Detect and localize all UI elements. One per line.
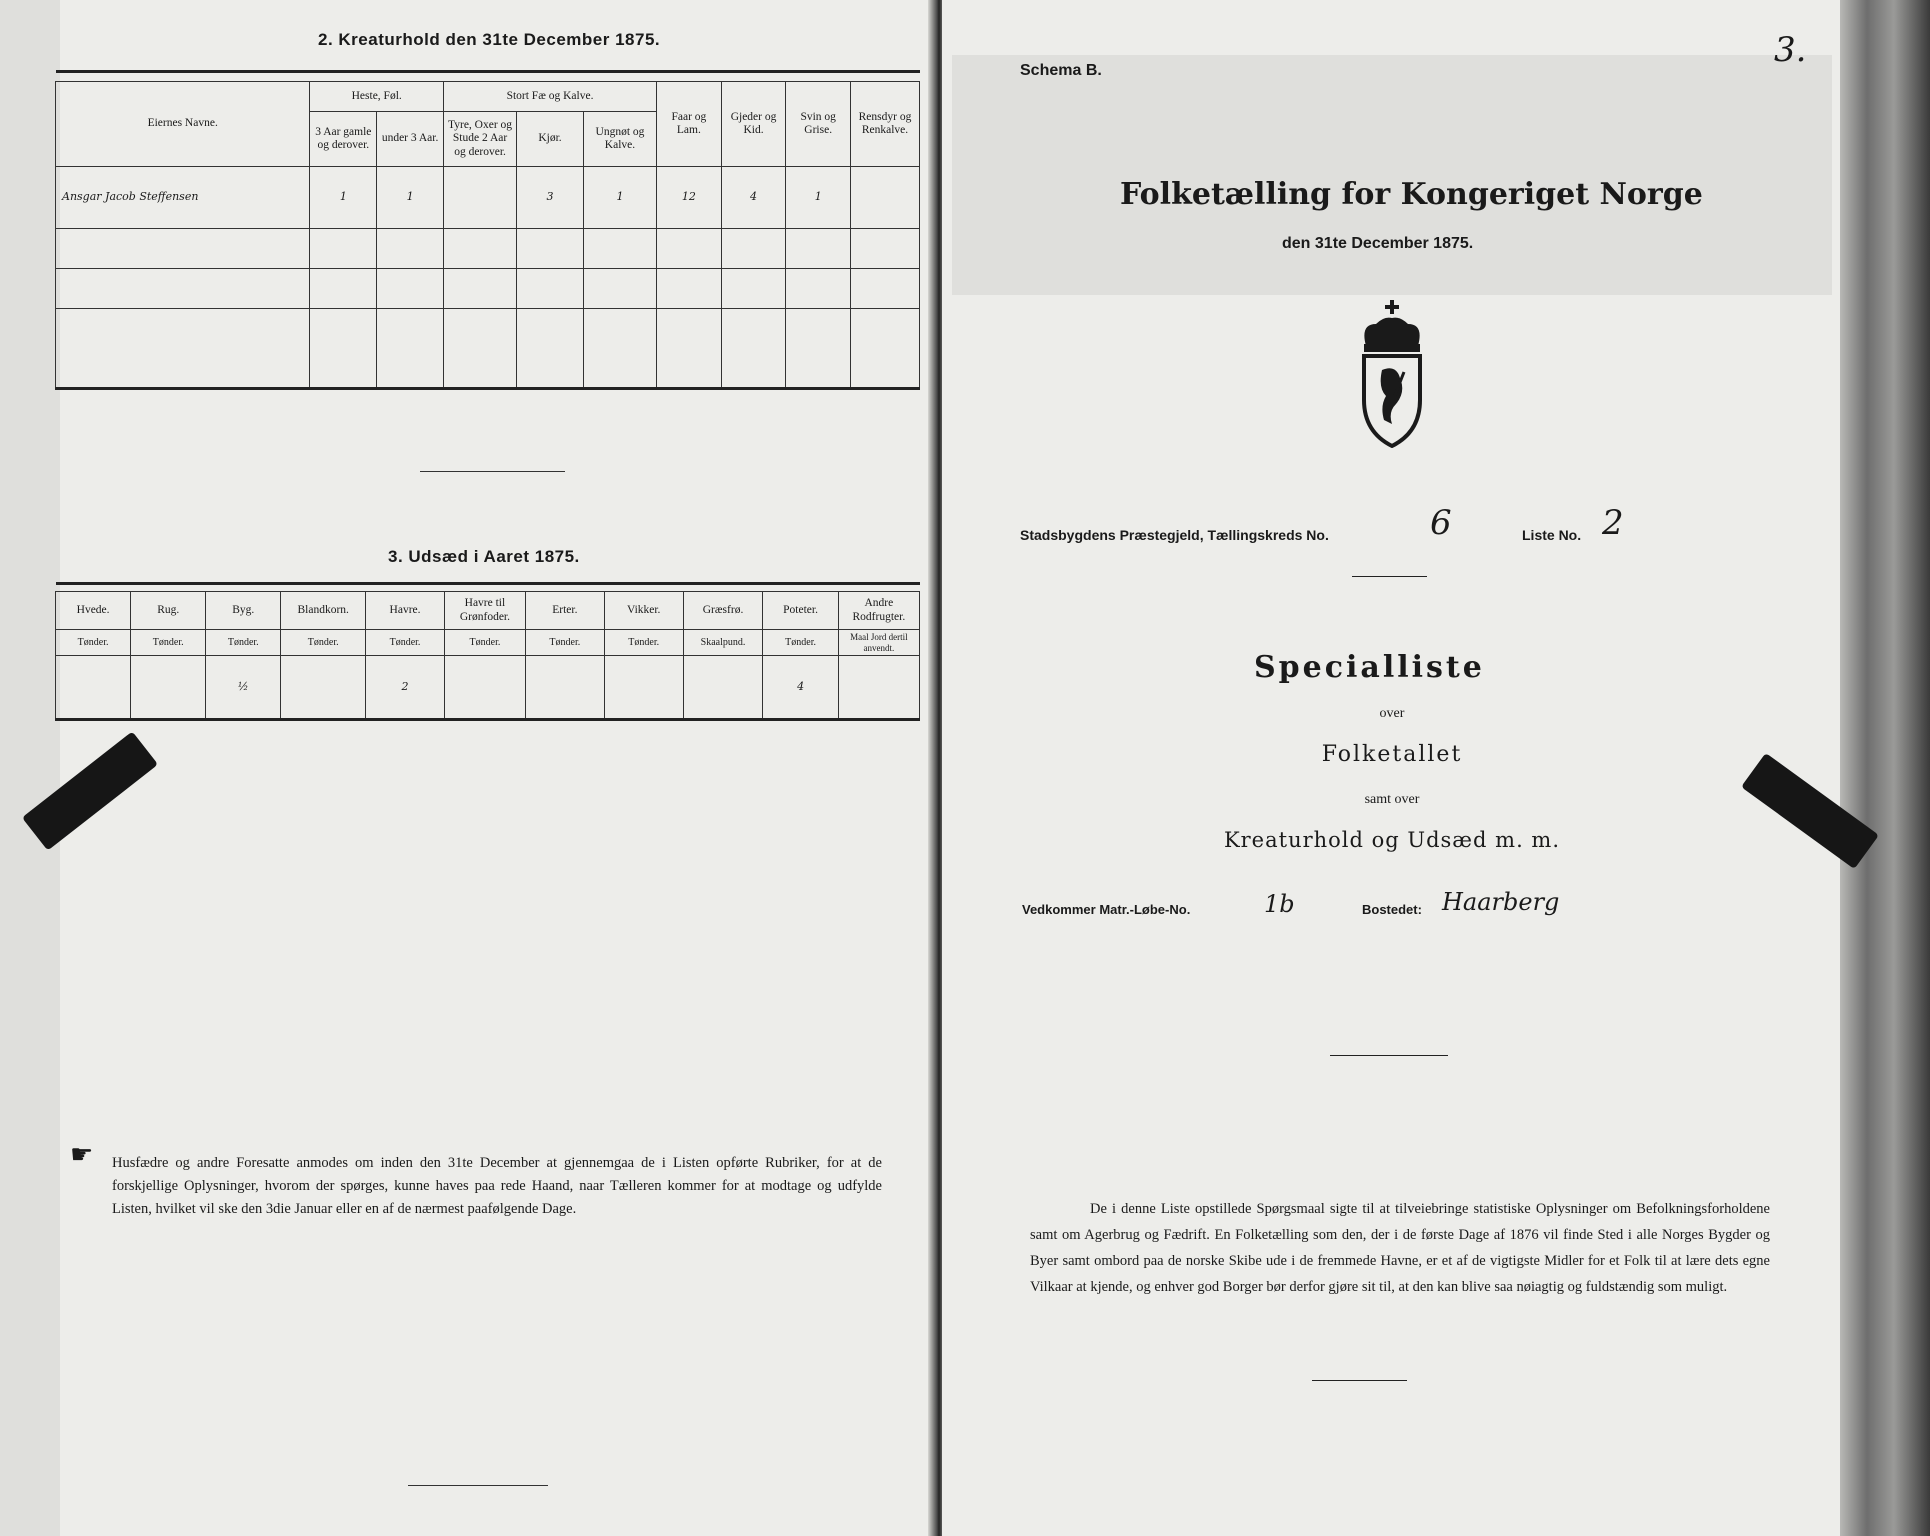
seed-col-vikker: Vikker. <box>604 592 683 630</box>
seed-val-poteter: 4 <box>763 656 838 720</box>
cell-fae-b: 3 <box>517 167 584 229</box>
cell-svin: 1 <box>786 167 851 229</box>
bosted-label: Bostedet: <box>1362 902 1422 917</box>
page-number: 3. <box>1774 30 1807 70</box>
table-row <box>56 656 920 720</box>
seed-unit: Tønder. <box>366 630 445 656</box>
section2-title: 2. Kreaturhold den 31te December 1875. <box>318 30 661 49</box>
bleed-through-strip <box>0 0 60 1536</box>
seed-unit: Tønder. <box>206 630 281 656</box>
table-row <box>56 167 920 229</box>
kreds-number: 6 <box>1430 503 1452 543</box>
col-heste-a: 3 Aar gamle og derover. <box>310 112 377 167</box>
cell-fae-c: 1 <box>583 167 656 229</box>
divider <box>1352 576 1427 577</box>
cell-faar: 12 <box>657 167 722 229</box>
seed-col-rug: Rug. <box>131 592 206 630</box>
main-title: Folketælling for Kongeriget Norge <box>1120 177 1703 212</box>
coat-of-arms-icon <box>1352 300 1432 448</box>
bleed-through-area <box>952 55 1832 295</box>
seed-unit: Tønder. <box>131 630 206 656</box>
divider <box>408 1485 548 1486</box>
col-fae-c: Ungnøt og Kalve. <box>583 112 656 167</box>
seed-col-hvede: Hvede. <box>56 592 131 630</box>
seed-col-havre-gronfoder: Havre til Grønfoder. <box>444 592 525 630</box>
seed-unit: Skaalpund. <box>683 630 763 656</box>
owner-name: Ansgar Jacob Steffensen <box>56 167 310 229</box>
seed-val-vikker <box>604 656 683 720</box>
col-svin: Svin og Grise. <box>786 82 851 167</box>
seed-col-blandkorn: Blandkorn. <box>281 592 366 630</box>
seed-unit: Tønder. <box>604 630 683 656</box>
over-text: over <box>1379 706 1405 721</box>
seed-unit: Tønder. <box>444 630 525 656</box>
seed-unit: Tønder. <box>525 630 604 656</box>
col-fae-b: Kjør. <box>517 112 584 167</box>
col-owner: Eiernes Navne. <box>56 82 310 167</box>
parish-label: Stadsbygdens Præstegjeld, Tællingskreds No. <box>1020 527 1329 543</box>
livestock-table <box>55 70 920 390</box>
col-fae-a: Tyre, Oxer og Stude 2 Aar og derover. <box>443 112 516 167</box>
section3-title: 3. Udsæd i Aaret 1875. <box>388 547 580 566</box>
bosted-value: Haarberg <box>1442 888 1560 916</box>
specialliste-title: Specialliste <box>1254 650 1485 685</box>
seed-unit: Tønder. <box>763 630 838 656</box>
cell-rensdyr <box>851 167 920 229</box>
seed-val-byg: ½ <box>206 656 281 720</box>
col-fae-group: Stort Fæ og Kalve. <box>443 82 656 112</box>
col-rensdyr: Rensdyr og Renkalve. <box>851 82 920 167</box>
divider <box>1330 1055 1448 1056</box>
table-row <box>56 269 920 309</box>
liste-label: Liste No. <box>1522 527 1582 543</box>
subtitle: den 31te December 1875. <box>1282 235 1474 252</box>
seed-val-graesfro <box>683 656 763 720</box>
cell-heste-a: 1 <box>310 167 377 229</box>
pointing-hand-icon: ☛ <box>70 1140 94 1169</box>
seed-val-hvede <box>56 656 131 720</box>
seed-val-rug <box>131 656 206 720</box>
seed-table <box>55 582 920 721</box>
folketallet-text: Folketallet <box>1321 742 1463 767</box>
seed-val-blandkorn <box>281 656 366 720</box>
cell-gjeder: 4 <box>721 167 786 229</box>
cell-heste-b: 1 <box>377 167 444 229</box>
seed-col-havre: Havre. <box>366 592 445 630</box>
divider <box>420 471 565 472</box>
seed-unit: Tønder. <box>281 630 366 656</box>
seed-col-erter: Erter. <box>525 592 604 630</box>
right-page <box>942 0 1872 1536</box>
notice-text: Husfædre og andre Foresatte anmodes om inden den 31te December at gjennemgaa de i Listen opførte Rubriker, for at de forskjellige Oplysninger, hvorom der spørges, kunne haves paa rede Haand, naar Tælleren kommer for at modtage og udfylde Listen, hvilket vil ske den 3die Januar eller en af de nærmest paafølgende Dage. <box>112 1155 882 1217</box>
cell-fae-a <box>443 167 516 229</box>
footnote-text: De i denne Liste opstillede Spørgsmaal sigte til at tilveiebringe statistiske Oplysninger om Befolkningsforholdene samt om Agerbrug og Fædrift. En Folketælling som den, der i de første Dage af 1876 vil finde Sted i alle Norges Bygder og Byer samt ombord paa de norske Skibe ude i de fremmede Havne, er et af de vigtigste Midler for et Folk til at lære dets egne Vilkaar at kjende, og enhver god Borger bør derfor gjøre sit til, at den kan blive saa nøiagtig og fuldstændig som muligt. <box>1030 1201 1770 1295</box>
seed-val-erter <box>525 656 604 720</box>
col-heste-group: Heste, Føl. <box>310 82 444 112</box>
schema-label: Schema B. <box>1020 62 1102 79</box>
table-row <box>56 229 920 269</box>
matr-label: Vedkommer Matr.-Løbe-No. <box>1022 902 1191 917</box>
seed-val-rodfrugter <box>838 656 919 720</box>
col-faar: Faar og Lam. <box>657 82 722 167</box>
samt-over-text: samt over <box>1364 792 1420 807</box>
seed-col-graesfro: Græsfrø. <box>683 592 763 630</box>
divider <box>1312 1380 1407 1381</box>
matr-number: 1b <box>1264 890 1295 918</box>
seed-val-havre-gronfoder <box>444 656 525 720</box>
table-row <box>56 309 920 389</box>
book-edge <box>1840 0 1930 1536</box>
liste-number: 2 <box>1602 503 1624 543</box>
kreaturhold-line: Kreaturhold og Udsæd m. m. <box>1223 828 1561 852</box>
seed-col-byg: Byg. <box>206 592 281 630</box>
seed-unit: Tønder. <box>56 630 131 656</box>
seed-unit: Maal Jord dertil anvendt. <box>838 630 919 656</box>
seed-col-poteter: Poteter. <box>763 592 838 630</box>
col-gjeder: Gjeder og Kid. <box>721 82 786 167</box>
seed-val-havre: 2 <box>366 656 445 720</box>
col-heste-b: under 3 Aar. <box>377 112 444 167</box>
seed-col-rodfrugter: Andre Rodfrugter. <box>838 592 919 630</box>
